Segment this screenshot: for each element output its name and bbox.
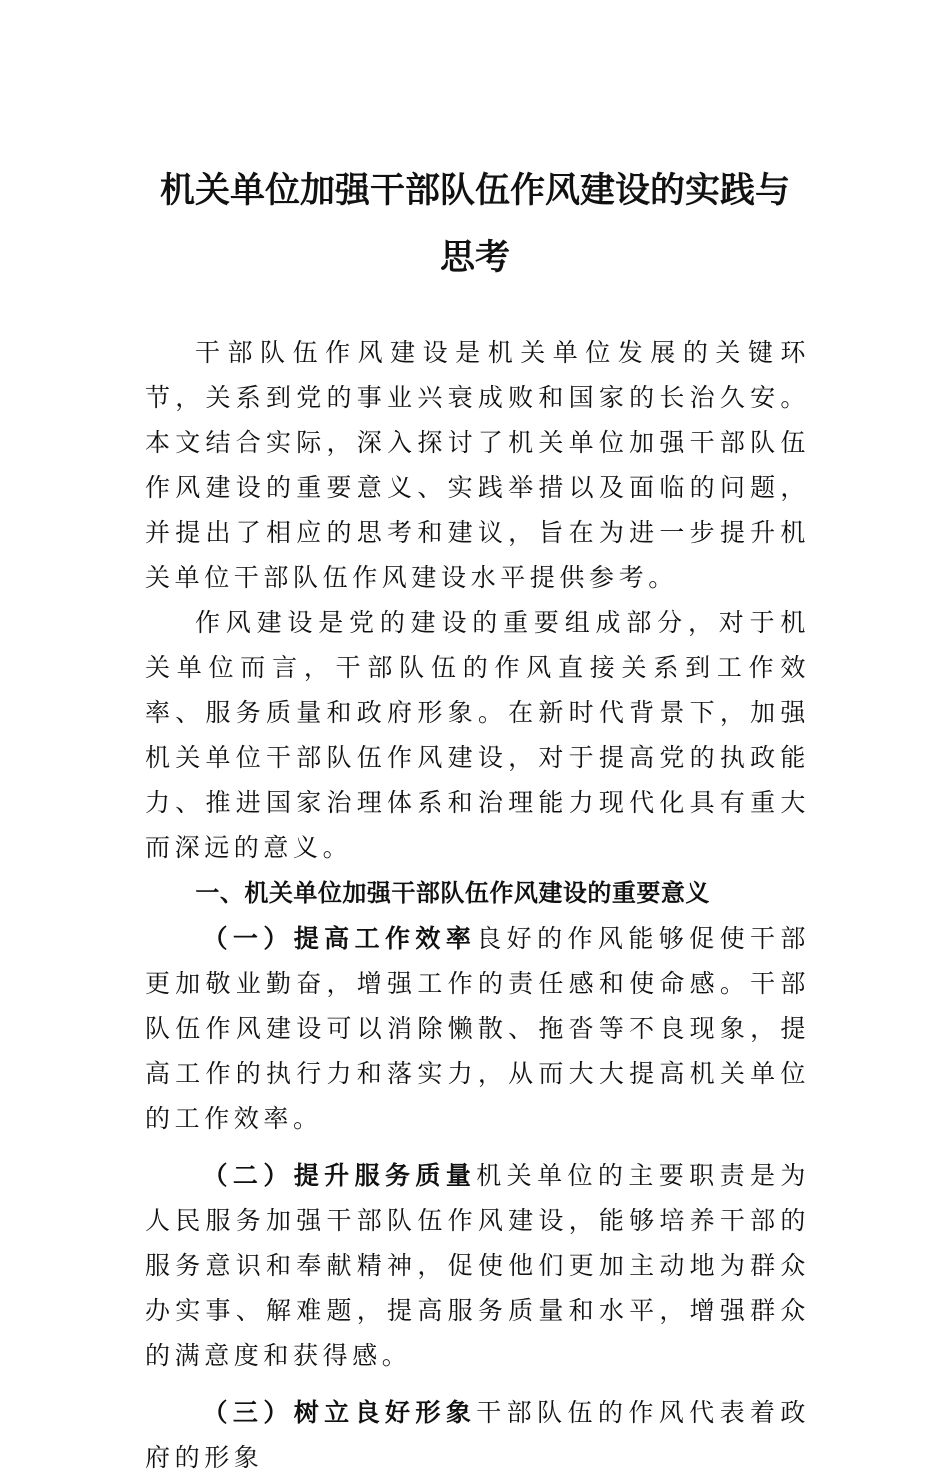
subsection-1-title: （一）提高工作效率	[202, 924, 477, 953]
subsection-2	[145, 1153, 810, 1378]
background-paragraph: 作风建设是党的建设的重要组成部分，对于机关单位而言，干部队伍的作风直接关系到工作效率、服务质量和政府形象。在新时代背景下，加强机关单位干部队伍作风建设，对于提高党的执政能力、推进国家治理体系和治理能力现代化具有重大而深远的意义。	[145, 608, 810, 862]
subsection-3	[145, 1390, 810, 1480]
section-heading-1: 一、机关单位加强干部队伍作风建设的重要意义	[195, 879, 710, 907]
subsection-3-title: （三）树立良好形象	[202, 1398, 477, 1427]
subsection-1	[145, 916, 810, 1141]
document-body	[145, 330, 810, 1480]
document-title-line-1: 机关单位加强干部队伍作风建设的实践与	[159, 171, 790, 211]
intro-paragraph: 干部队伍作风建设是机关单位发展的关键环节，关系到党的事业兴衰成败和国家的长治久安。本文结合实际，深入探讨了机关单位加强干部队伍作风建设的重要意义、实践举措以及面临的问题，并提出了相应的思考和建议，旨在为进一步提升机关单位干部队伍作风建设水平提供参考。	[145, 338, 810, 592]
document-title-line-2: 思考	[439, 238, 510, 278]
subsection-1-text: 良好的作风能够促使干部更加敬业勤奋，增强工作的责任感和使命感。干部队伍作风建设可以消除懒散、拖沓等不良现象，提高工作的执行力和落实力，从而大大提高机关单位的工作效率。	[145, 924, 811, 1133]
subsection-3-text: 干部队伍的作风代表着政府的形象	[145, 1398, 811, 1472]
subsection-2-text: 机关单位的主要职责是为人民服务加强干部队伍作风建设，能够培养干部的服务意识和奉献精神，促使他们更加主动地为群众办实事、解难题，提高服务质量和水平，增强群众的满意度和获得感。	[145, 1161, 811, 1370]
subsection-2-title: （二）提升服务质量	[202, 1161, 477, 1190]
